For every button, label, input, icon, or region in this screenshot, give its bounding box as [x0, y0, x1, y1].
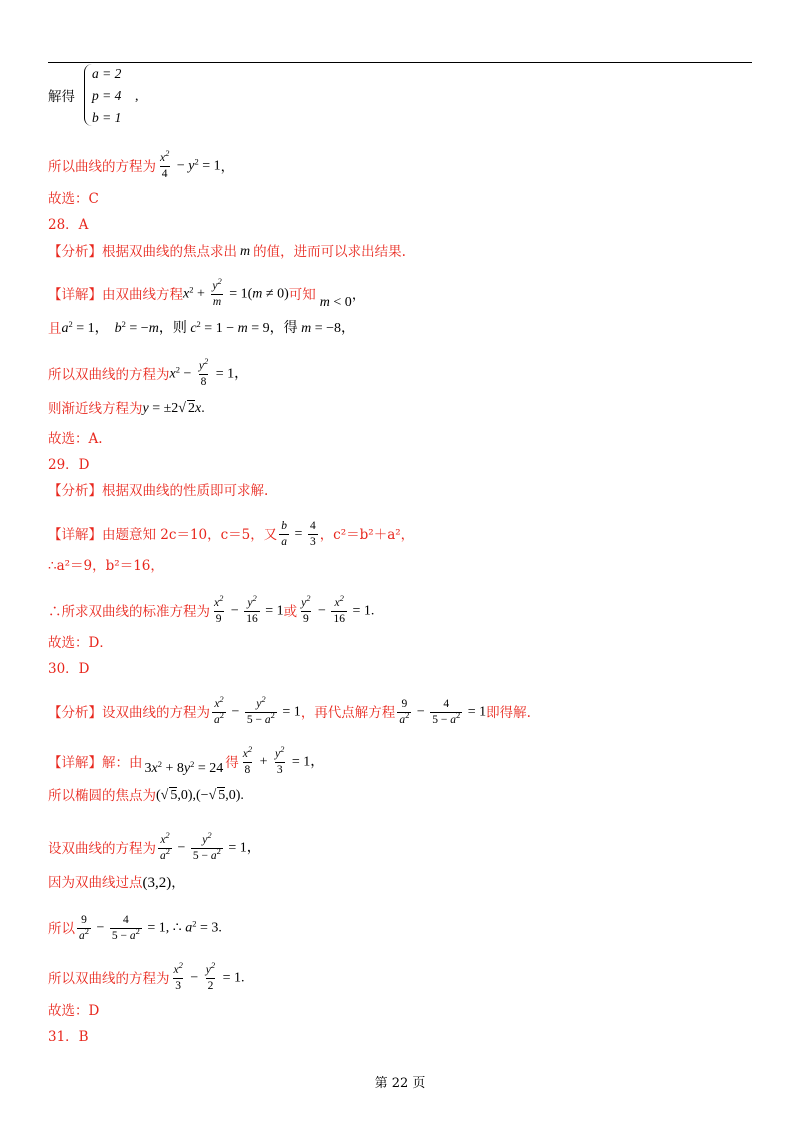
text: 所以双曲线的方程为	[48, 970, 170, 987]
text: 【分析】设双曲线的方程为	[48, 704, 210, 721]
text: 所以曲线的方程为	[48, 158, 156, 175]
answer-a: 故选：A.	[48, 431, 103, 447]
q29-header: 29．D	[48, 457, 90, 473]
text: 即得解.	[486, 704, 531, 721]
q30-set: 设双曲线的方程为 $\frac{x^2}{a^2}$ − $\frac{y^2}{5 - a^2}$ = 1，	[48, 830, 261, 862]
q29-analysis: 【分析】根据双曲线的性质即可求解.	[48, 483, 269, 499]
page-footer: 第 22 页	[374, 1076, 426, 1091]
text: 【详解】由题意知 2c＝10，c＝5，又	[48, 526, 278, 543]
text: 【分析】根据双曲线的焦点求出	[48, 244, 237, 260]
q28-ab: 且 $a^2 = 1$， $b^2 = -m$，则 $c^2 = 1 - m = 9$，得 m = −8，	[48, 319, 356, 337]
text: 设双曲线的方程为	[48, 840, 156, 857]
q28-equation: 所以双曲线的方程为 $x^2$ − $\frac{y^2}{8}$ = 1，	[48, 356, 249, 388]
q28-analysis: 【分析】根据双曲线的焦点求出 m 的值，进而可以求出结果.	[48, 244, 406, 260]
text: 【详解】由双曲线方程	[48, 286, 183, 303]
solve-line: 解得 ,	[48, 89, 139, 105]
text: 所以	[48, 920, 75, 937]
text: ，再代点解方程	[300, 704, 396, 721]
q29-values: ∴a²＝9，b²＝16，	[48, 558, 164, 574]
q30-solve: 所以 $\frac{9}{a^2}$ − $\frac{4}{5 - a^2}$ = 1, ∴ $a^2 = 3$.	[48, 914, 222, 942]
q29-detail: 【详解】由题意知 2c＝10，c＝5，又 $\frac{b}{a}$ = $\frac{4}{3}$ ，c²＝b²＋a²，	[48, 520, 415, 548]
header-rule	[48, 62, 752, 63]
text: 且	[48, 321, 62, 337]
answer-d-1: 故选：D．	[48, 635, 113, 651]
system-row-2: p = 4	[92, 88, 122, 103]
q30-foci: 所以椭圆的焦点为 (√ 5,0),(−√ 5,0).	[48, 788, 244, 804]
solve-label: 解得	[48, 89, 75, 105]
q31-header: 31．B	[48, 1029, 89, 1045]
q30-detail: 【详解】解：由 $3x^2 + 8y^2 = 24$ 得 $\frac{x^2}{8}$ + $\frac{y^2}{3}$ = 1，	[48, 744, 325, 776]
q28-asymptote: 则渐近线方程为 y = ±2√ 2x.	[48, 401, 205, 417]
text: 因为双曲线过点	[48, 875, 143, 891]
system-row-1: a = 2	[92, 66, 122, 81]
text: 所以双曲线的方程为	[48, 366, 170, 383]
text: 或	[283, 603, 298, 620]
text: ，c²＝b²＋a²，	[319, 526, 415, 543]
q29-equation: ∴所求双曲线的标准方程为 $\frac{x^2}{9}$ − $\frac{y^2}{16}$ = 1 或 $\frac{y^2}{9}$ − $\frac{x^2}{16}$ = 1.	[48, 593, 375, 625]
text: 所以椭圆的焦点为	[48, 788, 156, 804]
answer-d-2: 故选：D	[48, 1003, 100, 1019]
q28-detail: 【详解】由双曲线方程 $x^2$ + $\frac{y^2}{m}$ = 1(m ≠ 0) 可知 m < 0 ，	[48, 276, 366, 310]
system-row-3: b = 1	[92, 110, 122, 125]
q30-analysis: 【分析】设双曲线的方程为 $\frac{x^2}{a^2}$ − $\frac{y^2}{5 - a^2}$ = 1 ，再代点解方程 $\frac{9}{a^2}$ − $\frac{4}{5 - a^2}$ = 1 即得解.	[48, 694, 531, 726]
text: 则渐近线方程为	[48, 401, 143, 417]
q28-header: 28．A	[48, 217, 89, 233]
curve-equation-line: 所以曲线的方程为 $\frac{x^2}{4}$ − $y^2 = 1$ ，	[48, 148, 235, 180]
answer-c: 故选：C	[48, 191, 99, 207]
text: 可知	[288, 286, 316, 303]
text: 得	[225, 754, 239, 771]
q30-equation: 所以双曲线的方程为 $\frac{x^2}{3}$ − $\frac{y^2}{2}$ = 1.	[48, 960, 245, 992]
q30-point: 因为双曲线过点 (3,2) ，	[48, 875, 185, 891]
text: 【详解】解：由	[48, 754, 143, 771]
equation: $\frac{x^2}{4}$ − $y^2 = 1$	[160, 148, 221, 180]
q30-header: 30．D	[48, 661, 90, 677]
text: ∴所求双曲线的标准方程为	[48, 603, 210, 620]
equation: $x^2$ + $\frac{y^2}{m}$ = 1(m ≠ 0)	[183, 276, 289, 308]
text: 的值，进而可以求出结果.	[253, 244, 406, 260]
